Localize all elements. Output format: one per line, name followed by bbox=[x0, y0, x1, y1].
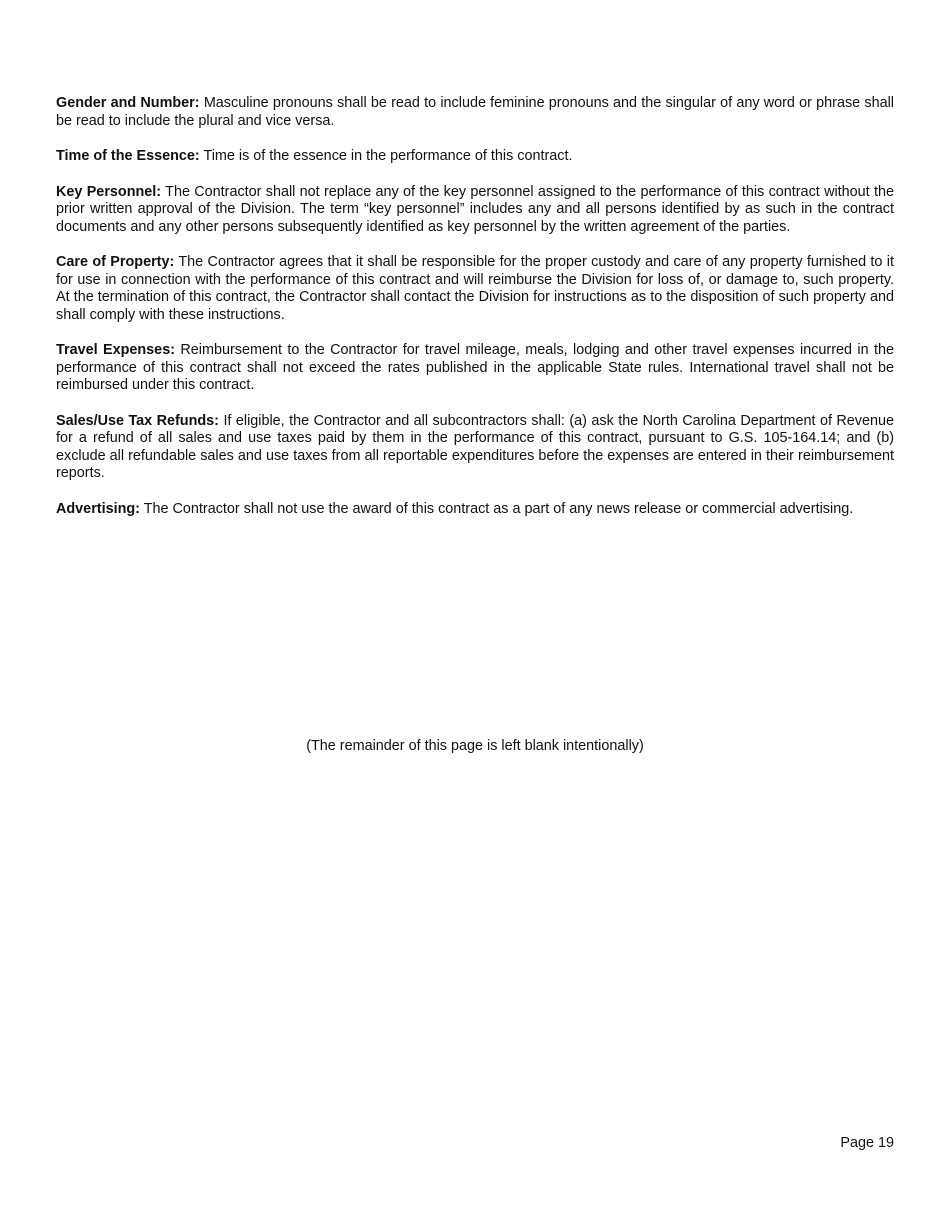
clause-travel-expenses bbox=[56, 342, 894, 395]
clause-text: If eligible, the Contractor and all subcontractors shall: (a) ask the North Carolina Department of Revenue for a refund of all sales and use taxes paid by them in the performance of this contract, pursuant to G.S. 105-164.14; and (b) exclude all refundable sales and use taxes from all reportable expenditures before the expenses are entered in their reimbursement reports. bbox=[56, 412, 895, 481]
clause-heading: Time of the Essence: bbox=[56, 148, 200, 164]
clause-sales-use-tax-refunds bbox=[56, 413, 894, 483]
clause-heading: Travel Expenses: bbox=[56, 342, 175, 358]
clause-advertising bbox=[56, 501, 894, 519]
clause-key-personnel bbox=[56, 184, 894, 237]
contract-clauses bbox=[56, 95, 894, 536]
clause-heading: Care of Property: bbox=[56, 254, 175, 270]
clause-text: The Contractor shall not use the award of this contract as a part of any news release or commercial advertising. bbox=[143, 500, 854, 517]
clause-text: The Contractor agrees that it shall be responsible for the proper custody and care of any property furnished to it for use in connection with the performance of this contract and will reimburse the Division for loss of, or damage to, such property. At the termination of this contract, the Contractor shall contact the Division for instructions as to the disposition of such property and shall comply with these instructions. bbox=[56, 254, 894, 323]
clause-time-of-the-essence bbox=[56, 148, 894, 166]
clause-heading: Gender and Number: bbox=[56, 95, 200, 111]
clause-heading: Key Personnel: bbox=[56, 183, 162, 200]
clause-text: The Contractor shall not replace any of the key personnel assigned to the performance of this contract without the prior written approval of the Division. The term “key personnel” includes any and all persons identified by as such in the contract documents and any other persons subsequently identified as key personnel by the written agreement of the parties. bbox=[56, 183, 894, 235]
clause-heading: Sales/Use Tax Refunds: bbox=[56, 412, 219, 429]
clause-gender-and-number bbox=[56, 95, 894, 130]
clause-text: Reimbursement to the Contractor for travel mileage, meals, lodging and other travel expenses incurred in the performance of this contract shall not exceed the rates published in the applicable State rules. International travel shall not be reimbursed under this contract. bbox=[56, 342, 894, 393]
blank-page-note: (The remainder of this page is left blank intentionally) bbox=[306, 738, 644, 754]
clause-text: Time is of the essence in the performance of this contract. bbox=[203, 148, 573, 164]
page-number: Page 19 bbox=[840, 1135, 894, 1151]
clause-heading: Advertising: bbox=[56, 500, 140, 517]
clause-text: Masculine pronouns shall be read to include feminine pronouns and the singular of any word or phrase shall be read to include the plural and vice versa. bbox=[56, 95, 894, 129]
clause-care-of-property bbox=[56, 254, 894, 324]
